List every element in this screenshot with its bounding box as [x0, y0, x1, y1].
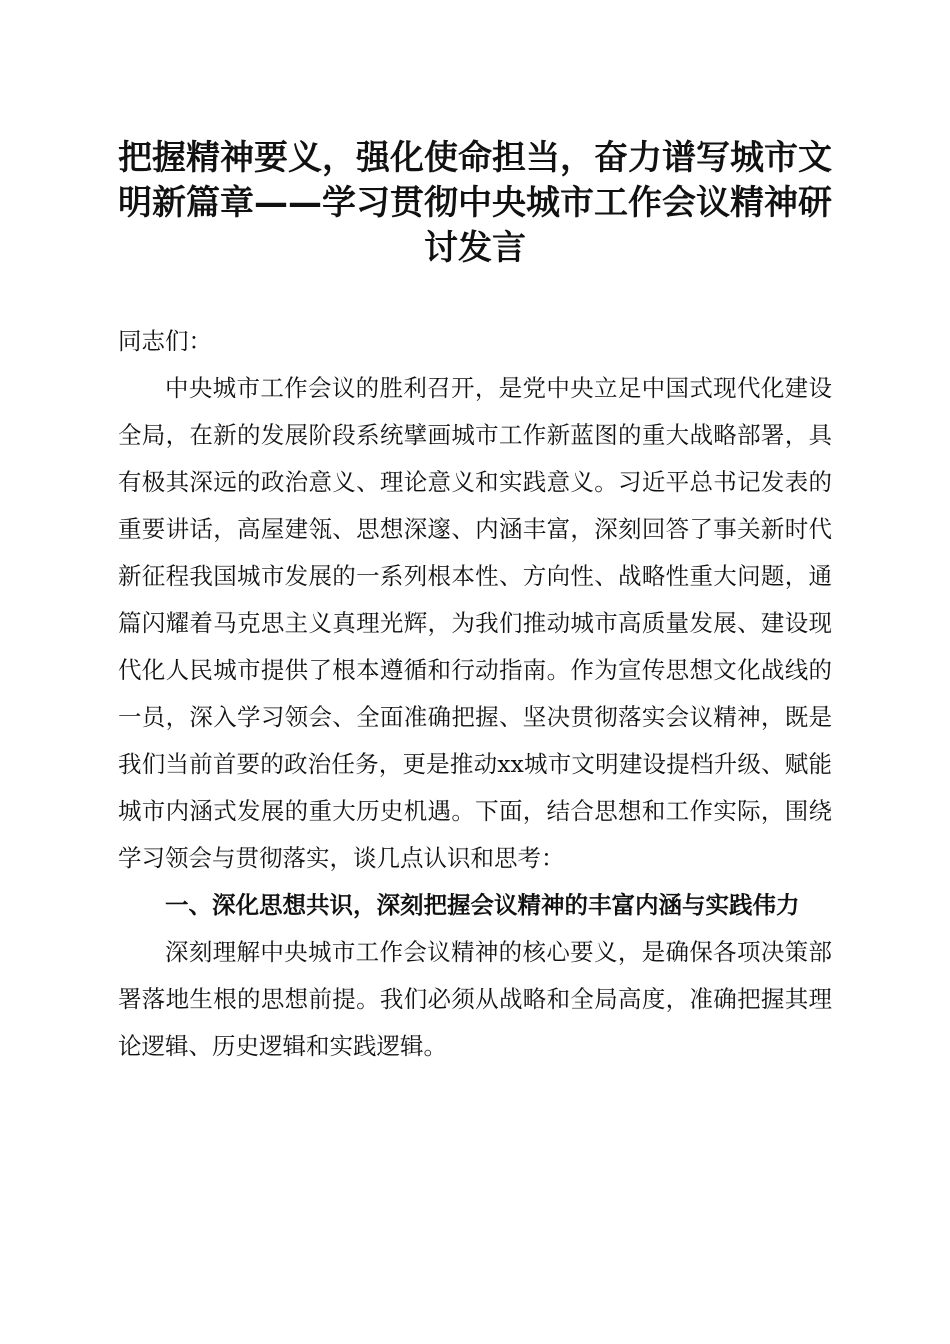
document-title: 把握精神要义，强化使命担当，奋力谱写城市文明新篇章——学习贯彻中央城市工作会议精神研讨发言: [118, 138, 832, 268]
intro-paragraph: 中央城市工作会议的胜利召开，是党中央立足中国式现代化建设全局，在新的发展阶段系统擘画城市工作新蓝图的重大战略部署，具有极其深远的政治意义、理论意义和实践意义。习近平总书记发表的重要讲话，高屋建瓴、思想深邃、内涵丰富，深刻回答了事关新时代新征程我国城市发展的一系列根本性、方向性、战略性重大问题，通篇闪耀着马克思主义真理光辉，为我们推动城市高质量发展、建设现代化人民城市提供了根本遵循和行动指南。作为宣传思想文化战线的一员，深入学习领会、全面准确把握、坚决贯彻落实会议精神，既是我们当前首要的政治任务，更是推动xx城市文明建设提档升级、赋能城市内涵式发展的重大历史机遇。下面，结合思想和工作实际，围绕学习领会与贯彻落实，谈几点认识和思考：: [118, 374, 832, 872]
document-body: [118, 318, 832, 1070]
section-heading: 一、深化思想共识，深刻把握会议精神的丰富内涵与实践伟力: [165, 891, 800, 919]
salutation: 同志们：: [118, 327, 212, 355]
section-paragraph: 深刻理解中央城市工作会议精神的核心要义，是确保各项决策部署落地生根的思想前提。我们必须从战略和全局高度，准确把握其理论逻辑、历史逻辑和实践逻辑。: [118, 938, 832, 1060]
